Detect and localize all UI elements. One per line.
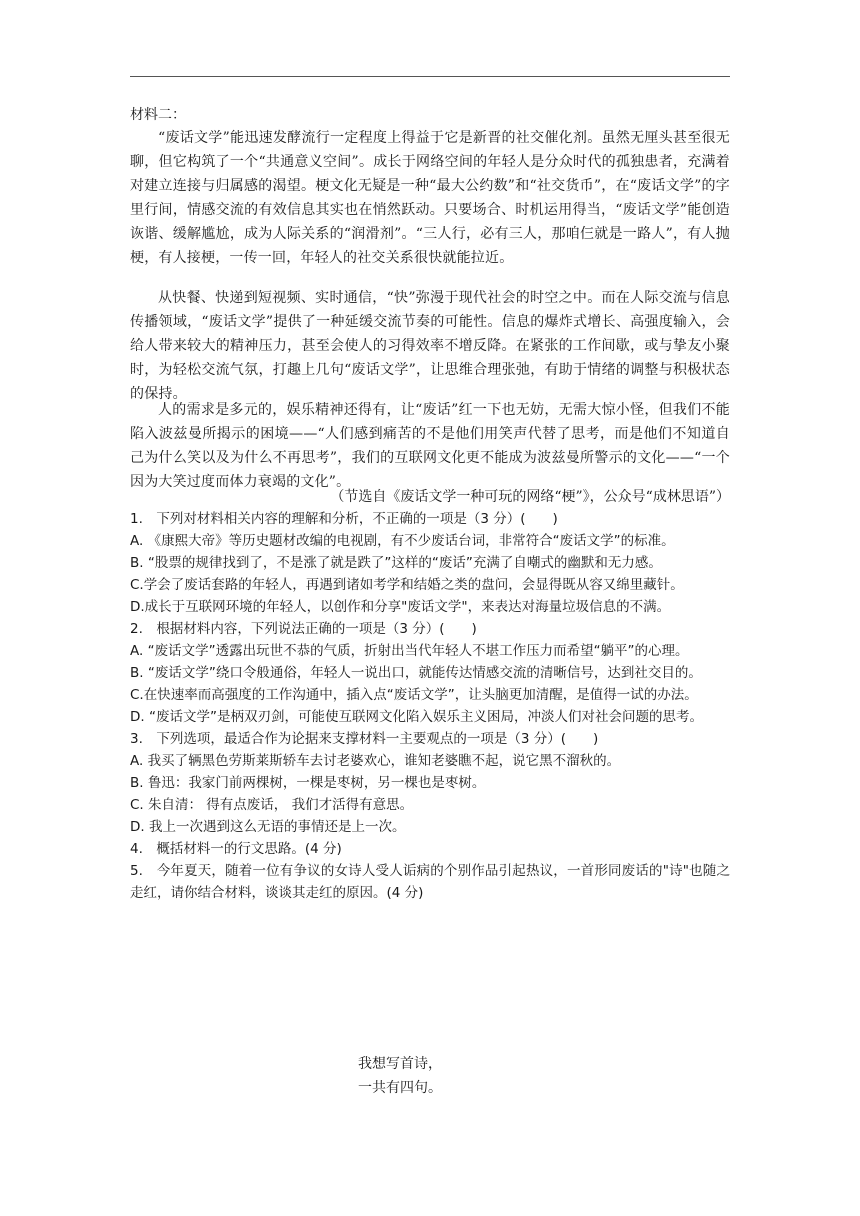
q1-option-b: B. “股票的规律找到了，不是涨了就是跌了”这样的“废话”充满了自嘲式的幽默和无力感。 [130, 555, 662, 571]
q2-option-c: C.在快速率而高强度的工作沟通中，插入点“废话文学”，让头脑更加清醒，是值得一试的办法。 [130, 687, 698, 703]
question-3: 3. 下列选项，最适合作为论据来支撑材料一主要观点的一项是（3 分）( ) [130, 731, 599, 747]
q2-option-a: A. “废话文学”透露出玩世不恭的气质，折射出当代年轻人不堪工作压力而希望“躺平”的心理。 [130, 643, 689, 659]
paragraph-2: 从快餐、快递到短视频、实时通信，“快”弥漫于现代社会的时空之中。而在人际交流与信息传播领域，“废话文学”提供了一种延缓交流节奏的可能性。信息的爆炸式增长、高强度输入，会给人带来较大的精神压力，甚至会使人的习得效率不增反降。在紧张的工作间歇，或与挚友小聚时，为轻松交流气氛，打趣上几句“废话文学”，让思维合理张弛，有助于情绪的调整与积极状态的保持。 [130, 290, 730, 402]
question-5: 5. 今年夏天，随着一位有争议的女诗人受人诟病的个别作品引起热议，一首形同废话的"诗"也随之走红，请你结合材料，谈谈其走红的原因。(4 分) [130, 863, 730, 901]
poem-line-2: 一共有四句。 [358, 1080, 442, 1096]
paragraph-3: 人的需求是多元的，娱乐精神还得有，让“废话”红一下也无妨，无需大惊小怪，但我们不能陷入波兹曼所揭示的困境——“人们感到痛苦的不是他们用笑声代替了思考，而是他们不知道自己为什么笑以及为什么不再思考”，我们的互联网文化更不能成为波兹曼所警示的文化——“一个因为大笑过度而体力衰竭的文化”。 [130, 402, 730, 490]
q3-option-a: A. 我买了辆黑色劳斯莱斯轿车去讨老婆欢心，谁知老婆瞧不起，说它黑不溜秋的。 [130, 753, 621, 769]
question-list [130, 508, 730, 904]
q1-option-d: D.成长于互联网环境的年轻人，以创作和分享"废话文学"，来表达对海量垃圾信息的不满。 [130, 599, 671, 615]
q1-option-a: A. 《康熙大帝》等历史题材改编的电视剧，有不少废话台词，非常符合“废话文学”的标准。 [130, 533, 675, 549]
poem-block [130, 1052, 670, 1100]
question-1: 1. 下列对材料相关内容的理解和分析，不正确的一项是（3 分）( ) [130, 511, 558, 527]
poem-line-1: 我想写首诗， [358, 1056, 442, 1072]
q3-option-c: C. 朱自清： 得有点废话， 我们才活得有意思。 [130, 797, 414, 813]
q1-option-c: C.学会了废话套路的年轻人，再遇到诸如考学和结婚之类的盘问，会显得既从容又绵里藏针。 [130, 577, 684, 593]
q2-option-b: B. “废话文学”绕口令般通俗，年轻人一说出口，就能传达情感交流的清晰信号，达到社交目的。 [130, 665, 702, 681]
header-rule [130, 76, 730, 77]
question-2: 2. 根据材料内容，下列说法正确的一项是（3 分）( ) [130, 621, 477, 637]
paragraph-1: “废话文学”能迅速发酵流行一定程度上得益于它是新晋的社交催化剂。虽然无厘头甚至很无聊，但它构筑了一个“共通意义空间”。成长于网络空间的年轻人是分众时代的孤独患者，充满着对建立连接与归属感的渴望。梗文化无疑是一种“最大公约数”和“社交货币”，在“废话文学”的字里行间，情感交流的有效信息其实也在悄然跃动。只要场合、时机运用得当，“废话文学”能创造诙谐、缓解尴尬，成为人际关系的“润滑剂”。“三人行，必有三人，那咱仨就是一路人”，有人抛梗，有人接梗，一传一回，年轻人的社交关系很快就能拉近。 [130, 130, 730, 266]
source-citation: （节选自《废话文学一种可玩的网络“梗”》，公众号“成林思语”） [330, 489, 730, 505]
q3-option-d: D. 我上一次遇到这么无语的事情还是上一次。 [130, 819, 406, 835]
question-4: 4. 概括材料一的行文思路。(4 分) [130, 841, 342, 857]
q3-option-b: B. 鲁迅：我家门前两棵树，一棵是枣树，另一棵也是枣树。 [130, 775, 486, 791]
material-label: 材料二： [130, 107, 186, 123]
q2-option-d: D. “废话文学”是柄双刃剑，可能使互联网文化陷入娱乐主义困局，冲淡人们对社会问题的思考。 [130, 709, 703, 725]
